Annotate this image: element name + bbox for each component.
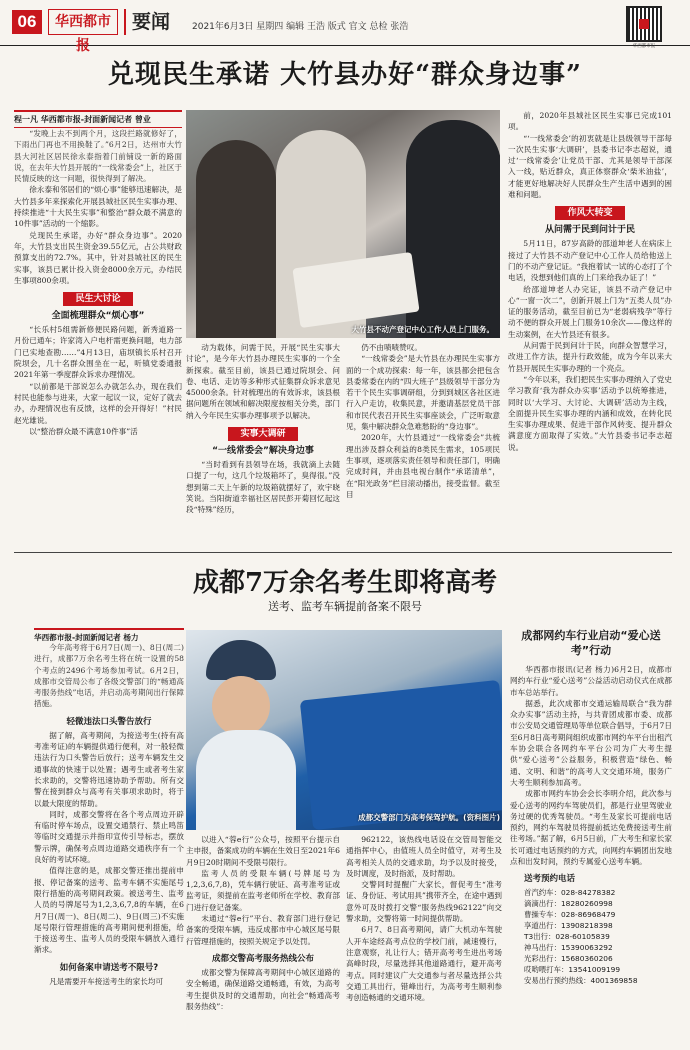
hotline-item: 神马出行：15390063292 [524, 943, 613, 953]
photo-traffic-police [186, 630, 502, 830]
hotline-list [510, 887, 672, 986]
qr-caption: 华西都市报 [632, 44, 656, 49]
story2-column-1 [34, 642, 184, 1044]
headline-story3: 成都网约车行业启动“爱心送考”行动 [521, 629, 661, 657]
paragraph: 以进入“蓉e行”公众号，按照平台提示自主申报，备案成功的车辆在生效日至2021年6月9日20时期间不受限号限行。 [186, 835, 340, 867]
paragraph: 前，2020年县城社区民生实事已完成101项。 [508, 111, 672, 132]
story1-column-4 [508, 110, 672, 548]
section-tag: 民生大讨论 [63, 292, 133, 306]
paragraph: 成都市网约车协会会长李明介绍，此次参与爱心送考的网约车驾驶员们，都是行业里驾驶业务过硬的优秀驾驶员。“考生及家长可提前电话预约，网约车驾驶员将提前抵达免费接送考生前往考场。”据了解，6月5日前，广大考生和家长家长可通过电话预约的方式，向网约车辆团出发地点和出发时间，预约专属爱心送考车辆。 [510, 789, 672, 867]
hotline-item: T3出行：028-60105839 [524, 932, 610, 942]
byline-story2: 华西都市报-封面新闻记者 杨力 [34, 628, 184, 643]
paragraph: 仍不由啧啧赞叹。 [361, 343, 422, 352]
headline-story2: 成都7万余名考生即将高考 [192, 568, 498, 598]
story1-column-2 [186, 342, 340, 548]
paragraph: 凡是需要开车接送考生的家长均可 [49, 976, 164, 986]
paragraph: 给邵道坤老人办完证，该县不动产登记中心“一窗一次二”，创新开展上门为“五类人员”办证的服务活动，截至目前已为“老弱病残孕”等行动不便的群众开展上门服务10余次——像这样的生动案例，在大竹县还有很多。 [508, 284, 672, 339]
subheadline-story2: 送考、监考车辆提前备案不限号 [268, 600, 422, 613]
section-tag: 作风大转变 [555, 206, 625, 220]
paragraph: 徐永泰和邻居们的“烦心事”能够迅速解决，是大竹县多年来探索化开展县城社区民生实事办理、持续推进“十大民生实事”和整治“群众最不满意的10件事”活动的一个缩影。 [14, 185, 182, 229]
section-subhead: “一线常委会”解决身边事 [212, 446, 314, 457]
hotline-item: 享道出行：13908218398 [524, 921, 613, 931]
story3-column [510, 664, 672, 1044]
section-subhead: 轻微违法口头警告放行 [66, 716, 152, 727]
photo-caption-1: 大竹县不动产登记中心工作人员上门服务。 [351, 325, 494, 334]
divider [14, 552, 672, 553]
paragraph: 2020年，大竹县通过“一线常委会”共梳理出涉及群众利益的8类民生需求，105项民生事项，逐项落实责任领导和责任部门，明确完成时间，并由县电视台制作“承诺清单”，在“阳光政务”栏目滚动播出，接受监督。截至目 [346, 433, 500, 499]
issue-meta: 2021年6月3日 星期四 编辑 王浩 版式 官文 总检 张浩 [192, 22, 409, 32]
paragraph: 监考人员的受限车辆(号牌尾号为1,2,3,6,7,8)，凭车辆行驶证、高考准考证或监考证，须提前在监考老师所在学校、教育部门进行登记备案。 [186, 868, 340, 912]
section-subhead: 从问需于民到问计于民 [544, 225, 635, 236]
paragraph: “一线常委会”是大竹县在办理民生实事方面的一个成功探索：每一年，该县都会把包含县委常委在内的“四大班子”县级领导干部分为若干个民生实事调研组，分到到城区各社区进行入户走访，收集民意，并邀请基层党员干部和市民代表召开民生实事座谈会，广泛听取意见，集中解决群众急难愁盼的“身边事”。 [346, 354, 500, 432]
newspaper-logo: 华西都市报 [48, 9, 118, 35]
paragraph: 962122，该热线电话设在交管局智能交通指挥中心，由值班人员全时值守，对考生及高考相关人员的交通求助，均予以及时接受，及时调度，及时指派，及时帮助。 [346, 835, 502, 878]
hotline-title: 送考预约电话 [524, 874, 576, 885]
hotline-item: 首汽约车：028-84278382 [524, 888, 616, 898]
paragraph: “今年以来，我们把民生实事办理纳入了党史学习教育‘我为群众办实事’活动予以统筹推进，同时以‘大学习、大讨论、大调研’活动为主线，全面提升民生实事办理的内涵和成效，在转化民生实事办理成果、促进干部作风转变、提升群众满意度方面取得了实效。”大竹县委书记李志超说。 [508, 374, 672, 452]
story1-column-3 [346, 342, 500, 548]
story2-column-2 [186, 834, 340, 1044]
paragraph: 交警同时提醒广大家长，督促考生“准考证、身份证、考试用具”携带齐全，在途中遇到意外可及时拨打交警“服务热线962122”向交警求助，交警将第一时间提供帮助。 [346, 880, 502, 924]
section-tag: 实事大调研 [228, 427, 298, 441]
paragraph: 据了解，高考期间，为接送考生(持有高考准考证)的车辆提供通行便利，对一般轻微违法行为口头警告后放行；送考车辆发生交通事故的快速于以处置；遇考生或者考生家长求助的，交警将迅速协助予帮助。所有交警在接到群众与高考有关事项求助时，将于以最大限度的帮助。 [34, 730, 184, 808]
paragraph: 同时，成都交警将在各个考点周边开辟有临时停车场点，设置交通禁行、禁止鸣笛等临时交通提示并指印宣传引导标志，摆放警示牌，确保考点周边道路交通秩序有一个良好的考试环境。 [34, 809, 184, 865]
section-subhead: 成都交警高考服务热线公布 [211, 953, 314, 964]
paragraph: “当时看到有县领导在场，我就滴上去随口提了一句，这几个垃圾箱坏了，臭得很。”没想到第二天上午新的垃圾箱就摆好了，欢宇晓笑说。当阳街道幸福社区居民彭开菊回忆起这段“特殊”经历， [186, 460, 340, 515]
paragraph: 兑现民生承诺，办好“群众身边事”。2020年，大竹县支出民生资金39.55亿元，占公共财政预算支出的72.7%。其中，针对县城社区的民生实事，该县已累计投入资金8000余万元，办结民生事项800余项。 [14, 230, 182, 285]
hotline-item: 光彩出行：15680360206 [524, 954, 613, 964]
photo-caption-2: 成都交警部门为高考保驾护航。(资料图片) [358, 813, 500, 822]
paragraph: 6月7、8日高考期间，请广大机动车驾驶人开车途经高考点位的学校门前，减速慢行，注意观察，礼让行人；错开高考考生进出考场高峰时段，尽量选择其他道路通行，避开高考考点。同时建议广大交通参与者尽量选择公共交通工具出行，错峰出行，为高考考生顺利参考创造畅通的交通环境。 [346, 925, 502, 1003]
paragraph: “以前都是干部说怎么办就怎么办，现在我们村民也能参与进来，大家一起议一议，定好了就去办，办理情况也有反馈，这样的会开得好！”村民赵光雄说。 [14, 381, 182, 425]
paragraph: 动为载体，问需于民，开展“民生实事大讨论”，是今年大竹县办理民生实事的一个全新探索。截至目前，该县已通过院坝会、问卷、电话、走访等多种形式征集群众诉求意见45000余条。针对梳理出的有效诉求，该县根据问题所在领域和解决限度按相关分类，部门纳入今年民生实事办理事项予以解决。 [186, 343, 340, 420]
paragraph: 未通过“蓉e行”平台、教育部门进行登记备案的受限车辆，违反成都市中心城区尾号限行管理措施的，按照关规定予以处罚。 [186, 914, 340, 946]
section-subhead: 如何备案申请送考不限号? [59, 962, 159, 973]
headline-story1: 兑现民生承诺 大竹县办好“群众身边事” [108, 60, 582, 90]
story1-column-1 [14, 128, 182, 548]
byline-story1: 程一凡 华西都市报-封面新闻记者 曾业 [14, 110, 182, 128]
paragraph: 从问需于民到问计于民，向群众智慧学习，改进工作方法，提升行政效能，成为今年以来大竹县开展民生实事办理的一个亮点。 [508, 341, 672, 373]
paragraph: 5月11日，87岁高龄的邵道坤老人在病床上接过了大竹县不动产登记中心工作人员给他送上门的不动产登记证。“我抱着试一试的心态打了个电话，没想到他们真的上门来给我办证了！” [508, 239, 672, 283]
paragraph: 据悉，此次成都市交通运输局联合“我为群众办实事”活动主持，与共青团成都市委、成都市公安局交通管理局等单位联合倡导，于6月7日至6月8日高考期间组织成都市网约车平台出租汽车协会联合各网约车平台公司为广大考生提供“爱心送考”公益服务，积极营造“绿色、畅通、文明、和谐”的高考人文交通环境，服务广大考生顺利参加高考。 [510, 698, 672, 787]
photo-registration-service [186, 110, 500, 338]
qr-code-icon [626, 6, 662, 42]
hotline-item: 曹操专车：028-86968479 [524, 910, 616, 920]
page-number: 06 [12, 10, 42, 34]
section-title: 要闻 [124, 9, 170, 35]
story3-intro: 华西都市报讯(记者 杨力)6月2日，成都市网约车行业“爱心送考”公益活动启动仪式在成都市车总站举行。 [510, 665, 672, 697]
paragraph: “长乐村5组需新修便民路问题，新秀道路一月份已通车；许家湾入户电杆需更换问题，电力部门已实地查勘……”4月13日，庙坝镇长乐村召开院坝会，几十名群众围坐在一起，听镇党委通报2021年第一季度群众诉求办理情况。 [14, 325, 182, 380]
story1-intro: “发晚上去不到两个月，这段拦路就修好了，下雨出门再也不用换鞋了。”6月2日，达州市大竹县大河社区居民徐永泰指着门前铺设一新的路面说，在去年大竹县开展的“一线常委会”上，社区于民情反映的这一问题，很快得到了解决。 [14, 129, 182, 184]
section-subhead: 全面梳理群众“烦心事” [51, 311, 145, 322]
paragraph: 值得注意的是，成都交警还推出提前申报、停记备案的送考、监考车辆不实施尾号限行措施的高考期间政策。被送考生、监考人员的号牌尾号为1,2,3,6,7,8的车辆，在6月7日(周一)、8日(周二)、9日(周三)不实施尾号限行管理措施的高考期间便利措施，给于接送考生、监考人员的受限车辆放入通行渐求。 [34, 866, 184, 955]
hotline-item: 安易出行预约热线：4001369858 [524, 976, 638, 986]
paragraph: 成都交警为保障高考期间中心城区道路的安全畅通，确保道路交通畅通，有效，为高考考生提供及时的交通帮助，向社会“畅通高考服务热线”： [186, 967, 340, 1011]
paragraph: “‘一线常委会’的初衷就是让县级领导干部每一次民生实事‘大调研’，县委书记李志超说，通过‘一线常委会’让党员干部、尤其是领导干部深入一线，贴近群众，真正体察群众‘柴米油盐’，才能更好地解决好人民群众生产生活中遇到的困难和问题。 [508, 133, 672, 200]
paragraph: 以“整治群众最不满意10件事”活 [29, 426, 138, 436]
hotline-item: 哎哟喂打车：13541009199 [524, 965, 621, 975]
story2-column-3 [346, 834, 502, 1044]
story2-intro: 今年高考将于6月7日(周一)、8日(周二)进行，成都7万余名考生将在统一设置的58个考点的2496个考场参加考试。6月2日，成都市交管局公布了各级交警部门的“畅通高考服务热线”电话，并启动高考期间出行保障措施。 [34, 643, 184, 709]
hotline-item: 滴滴出行：18280260998 [524, 899, 613, 909]
